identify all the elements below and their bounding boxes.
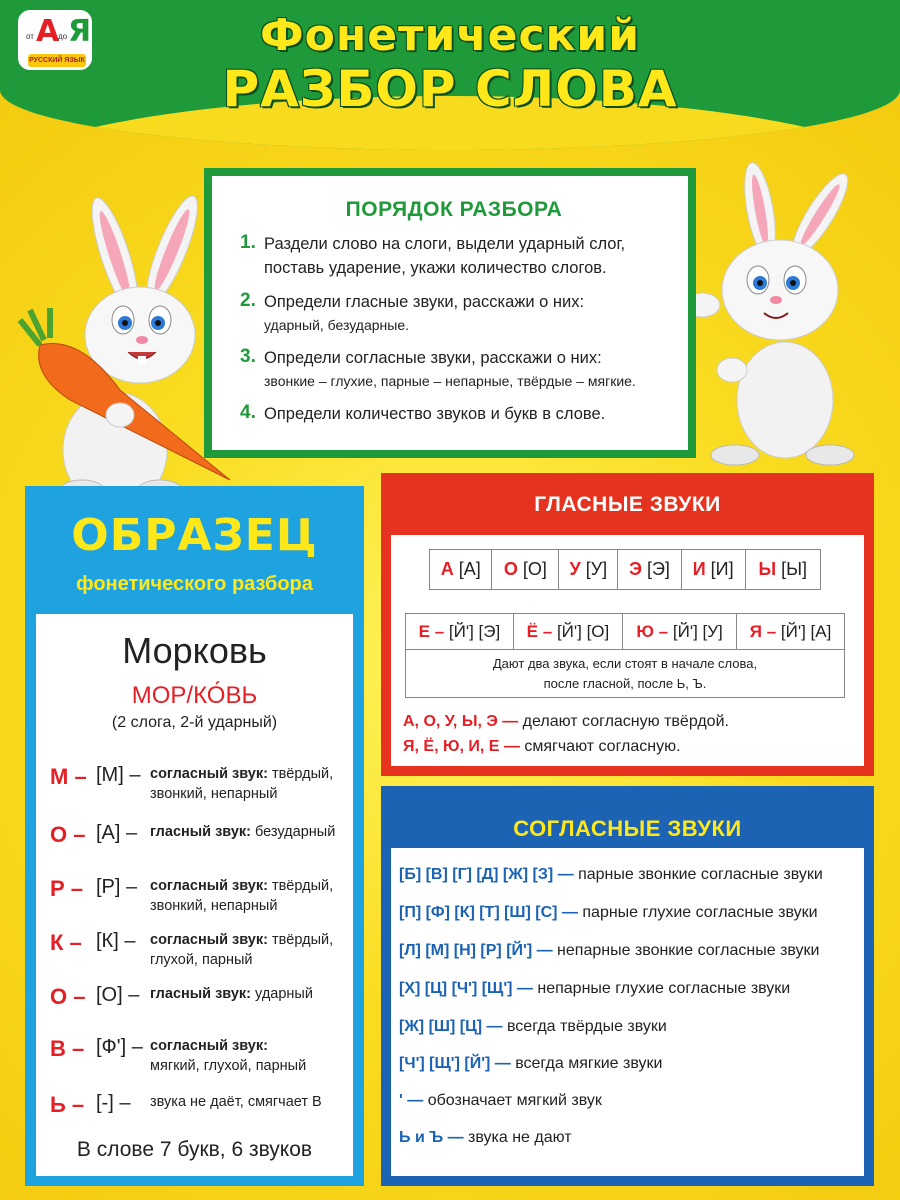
vowel-rule-letters: А, О, У, Ы, Э — xyxy=(403,713,519,730)
vowel-cell xyxy=(492,550,559,590)
sample-word-syllable-info: (2 слога, 2-й ударный) xyxy=(111,714,278,731)
consonant-letters: [Ж] [Ш] [Ц] — xyxy=(399,1018,503,1035)
consonant-text: звука не дают xyxy=(463,1129,572,1146)
order-step-text: Определи количество звуков и букв в слове. xyxy=(264,405,606,423)
consonant-letters: [Ч'] [Щ'] [Й'] — xyxy=(399,1055,511,1072)
letter-detail: твёрдый, глухой, парный xyxy=(150,932,334,968)
order-step-number: 4. xyxy=(240,402,256,423)
sample-title: ОБРАЗЕЦ xyxy=(71,510,318,561)
vowel-sound: [Ы] xyxy=(781,559,808,579)
vowel-cell xyxy=(559,550,618,590)
vowel-letter: Ы xyxy=(758,559,777,579)
letter-label: О – xyxy=(50,822,86,847)
logo-letter-ya: Я xyxy=(68,14,92,49)
consonants-body xyxy=(391,848,864,1176)
letter-row xyxy=(50,984,380,1010)
order-step-number: 1. xyxy=(240,232,256,253)
letter-detail: мягкий, глухой, парный xyxy=(150,1058,307,1074)
page-title-line1: Фонетический xyxy=(259,10,641,61)
vowel-cell xyxy=(681,550,745,590)
letter-description xyxy=(150,822,380,842)
letter-row xyxy=(50,876,380,916)
consonant-letters: ' — xyxy=(399,1092,424,1109)
order-step-subtext: ударный, безударные. xyxy=(264,317,410,333)
letter-label: В – xyxy=(50,1036,85,1061)
vowel-letter: Ю – xyxy=(636,621,669,641)
hard-vowels-table xyxy=(429,549,821,590)
vowel-cell xyxy=(513,614,622,650)
vowel-sound: [Й'] [У] xyxy=(672,621,723,641)
vowel-sound: [Э] xyxy=(646,559,670,579)
letter-kind: согласный звук: xyxy=(150,878,268,894)
consonant-letters: [Б] [В] [Г] [Д] [Ж] [З] — xyxy=(399,866,574,883)
vowel-letter: И xyxy=(692,559,706,579)
sample-header xyxy=(36,486,353,614)
letter-detail: ударный xyxy=(251,986,313,1002)
vowel-rule-text: смягчают согласную. xyxy=(519,738,681,755)
order-step-subtext: звонкие – глухие, парные – непарные, твёрдые – мягкие. xyxy=(264,373,636,389)
letter-row xyxy=(50,1092,380,1118)
order-of-analysis-box xyxy=(204,168,696,458)
consonant-letters: [Л] [М] [Н] [Р] [Й'] — xyxy=(399,942,553,959)
vowel-sound: [Й'] [О] xyxy=(556,621,610,641)
letter-sound: [О] – xyxy=(96,984,140,1006)
order-step-2 xyxy=(240,290,668,336)
consonant-row xyxy=(399,1129,572,1147)
consonant-row xyxy=(399,1092,602,1110)
vowel-sound: [У] xyxy=(585,559,608,579)
publisher-logo xyxy=(18,10,92,70)
vowel-sound: [Й'] [Э] xyxy=(448,621,501,641)
consonant-row xyxy=(399,1018,667,1036)
vowels-body xyxy=(391,535,864,766)
vowel-letter: А xyxy=(440,559,454,579)
vowel-letter: О xyxy=(503,559,518,579)
consonant-letters: [П] [Ф] [К] [Т] [Ш] [С] — xyxy=(399,904,578,921)
iotated-note-line2: после гласной, после Ь, Ъ. xyxy=(543,675,707,691)
letter-row xyxy=(50,822,380,848)
vowel-cell xyxy=(737,614,845,650)
vowel-cell xyxy=(618,550,682,590)
letter-sound: [Р] – xyxy=(96,876,138,898)
vowel-letter: Е – xyxy=(418,621,445,641)
order-step-text-wrap xyxy=(264,290,584,336)
letter-label: О – xyxy=(50,984,86,1009)
order-step-number: 2. xyxy=(240,290,256,311)
consonant-text: всегда мягкие звуки xyxy=(510,1055,663,1072)
vowel-sound: [А] xyxy=(458,559,481,579)
vowel-sound: [Й'] [А] xyxy=(780,621,832,641)
order-title: ПОРЯДОК РАЗБОРА xyxy=(345,198,563,221)
order-step-1 xyxy=(240,232,668,280)
letter-kind: согласный звук: xyxy=(150,932,268,948)
order-step-number: 3. xyxy=(240,346,256,367)
order-step-4 xyxy=(240,402,668,426)
letter-description xyxy=(150,930,380,970)
letter-sound-count: В слове 7 букв, 6 звуков xyxy=(76,1138,313,1161)
consonants-panel xyxy=(381,786,874,1186)
letter-kind: согласный звук: xyxy=(150,1038,268,1054)
consonant-letters: [Х] [Ц] [Ч'] [Щ'] — xyxy=(399,980,533,997)
sample-subtitle: фонетического разбора xyxy=(76,573,313,595)
consonant-row xyxy=(399,904,818,922)
letter-description xyxy=(150,984,380,1004)
consonant-text: парные глухие согласные звуки xyxy=(577,904,818,921)
letter-description xyxy=(150,1092,380,1112)
consonant-text: непарные звонкие согласные звуки xyxy=(552,942,820,959)
vowel-letter: Э xyxy=(629,559,642,579)
order-step-3 xyxy=(240,346,668,392)
consonant-row xyxy=(399,980,790,998)
sample-body xyxy=(36,614,353,1176)
consonant-row xyxy=(399,942,819,960)
order-step-text: Определи согласные звуки, расскажи о них: xyxy=(264,349,602,367)
letter-label: Р – xyxy=(50,876,84,901)
iotated-vowels-table xyxy=(405,613,845,698)
iotated-note-line1: Дают два звука, если стоят в начале слова, xyxy=(492,655,758,671)
letter-description xyxy=(150,876,380,916)
letter-description xyxy=(150,764,380,804)
consonant-row xyxy=(399,866,823,884)
sample-word: Морковь xyxy=(122,630,267,671)
letter-label: К – xyxy=(50,930,82,955)
letter-row xyxy=(50,764,380,804)
vowels-title: ГЛАСНЫЕ ЗВУКИ xyxy=(534,493,721,516)
vowel-cell xyxy=(623,614,737,650)
order-box-inner xyxy=(212,176,688,450)
vowel-cell xyxy=(406,614,514,650)
letter-description xyxy=(150,1036,380,1076)
logo-from: от xyxy=(26,32,34,41)
letter-detail: безударный xyxy=(251,824,336,840)
letter-sound: [-] – xyxy=(96,1092,131,1114)
sample-word-syllables: МОР/КО́ВЬ xyxy=(131,682,258,709)
order-step-text: Определи гласные звуки, расскажи о них: xyxy=(264,293,585,311)
letter-sound: [Ф'] – xyxy=(96,1036,143,1058)
letter-sound: [А] – xyxy=(96,822,138,844)
vowel-rule-letters: Я, Ё, Ю, И, Е — xyxy=(403,738,520,755)
vowel-letter: Я – xyxy=(749,621,777,641)
letter-detail: звука не даёт, смягчает В xyxy=(150,1094,322,1110)
vowel-sound: [И] xyxy=(710,559,734,579)
vowel-sound: [О] xyxy=(522,559,547,579)
consonant-text: обозначает мягкий звук xyxy=(423,1092,602,1109)
vowel-rule-text: делают согласную твёрдой. xyxy=(518,713,729,730)
consonant-text: всегда твёрдые звуки xyxy=(502,1018,667,1035)
letter-kind: гласный звук: xyxy=(150,986,252,1002)
page-title-line2: РАЗБОР СЛОВА xyxy=(222,60,678,118)
logo-letter-a: А xyxy=(36,14,60,49)
letter-sound: [М] – xyxy=(96,764,141,786)
vowel-letter: У xyxy=(569,559,581,579)
consonants-title: СОГЛАСНЫЕ ЗВУКИ xyxy=(513,816,742,841)
vowel-rule-hard xyxy=(403,713,729,731)
letter-kind: гласный звук: xyxy=(150,824,252,840)
letter-detail: твёрдый, звонкий, непарный xyxy=(150,878,334,914)
letter-label: Ь – xyxy=(50,1092,85,1117)
letter-label: М – xyxy=(50,764,87,789)
logo-to: до xyxy=(58,32,68,41)
letter-row xyxy=(50,1036,380,1076)
order-step-text: Раздели слово на слоги, выдели ударный слог, поставь ударение, укажи количество слогов. xyxy=(264,235,626,277)
consonant-text: парные звонкие согласные звуки xyxy=(573,866,823,883)
letter-kind: согласный звук: xyxy=(150,766,268,782)
vowel-cell xyxy=(430,550,492,590)
iotated-note xyxy=(406,650,845,698)
vowel-rule-soft xyxy=(403,738,681,756)
logo-ribbon: РУССКИЙ ЯЗЫК xyxy=(28,54,86,67)
consonant-text: непарные глухие согласные звуки xyxy=(532,980,791,997)
sample-analysis-panel xyxy=(25,486,364,1186)
consonant-letters: Ь и Ъ — xyxy=(399,1129,464,1146)
vowels-panel xyxy=(381,473,874,776)
vowel-cell xyxy=(745,550,820,590)
letter-detail: твёрдый, звонкий, непарный xyxy=(150,766,334,802)
letter-sound: [К] – xyxy=(96,930,136,952)
vowel-letter: Ё – xyxy=(526,621,553,641)
pointing-bunny-illustration xyxy=(680,155,895,470)
order-step-text-wrap xyxy=(264,346,636,392)
letter-row xyxy=(50,930,380,970)
consonant-row xyxy=(399,1055,662,1073)
